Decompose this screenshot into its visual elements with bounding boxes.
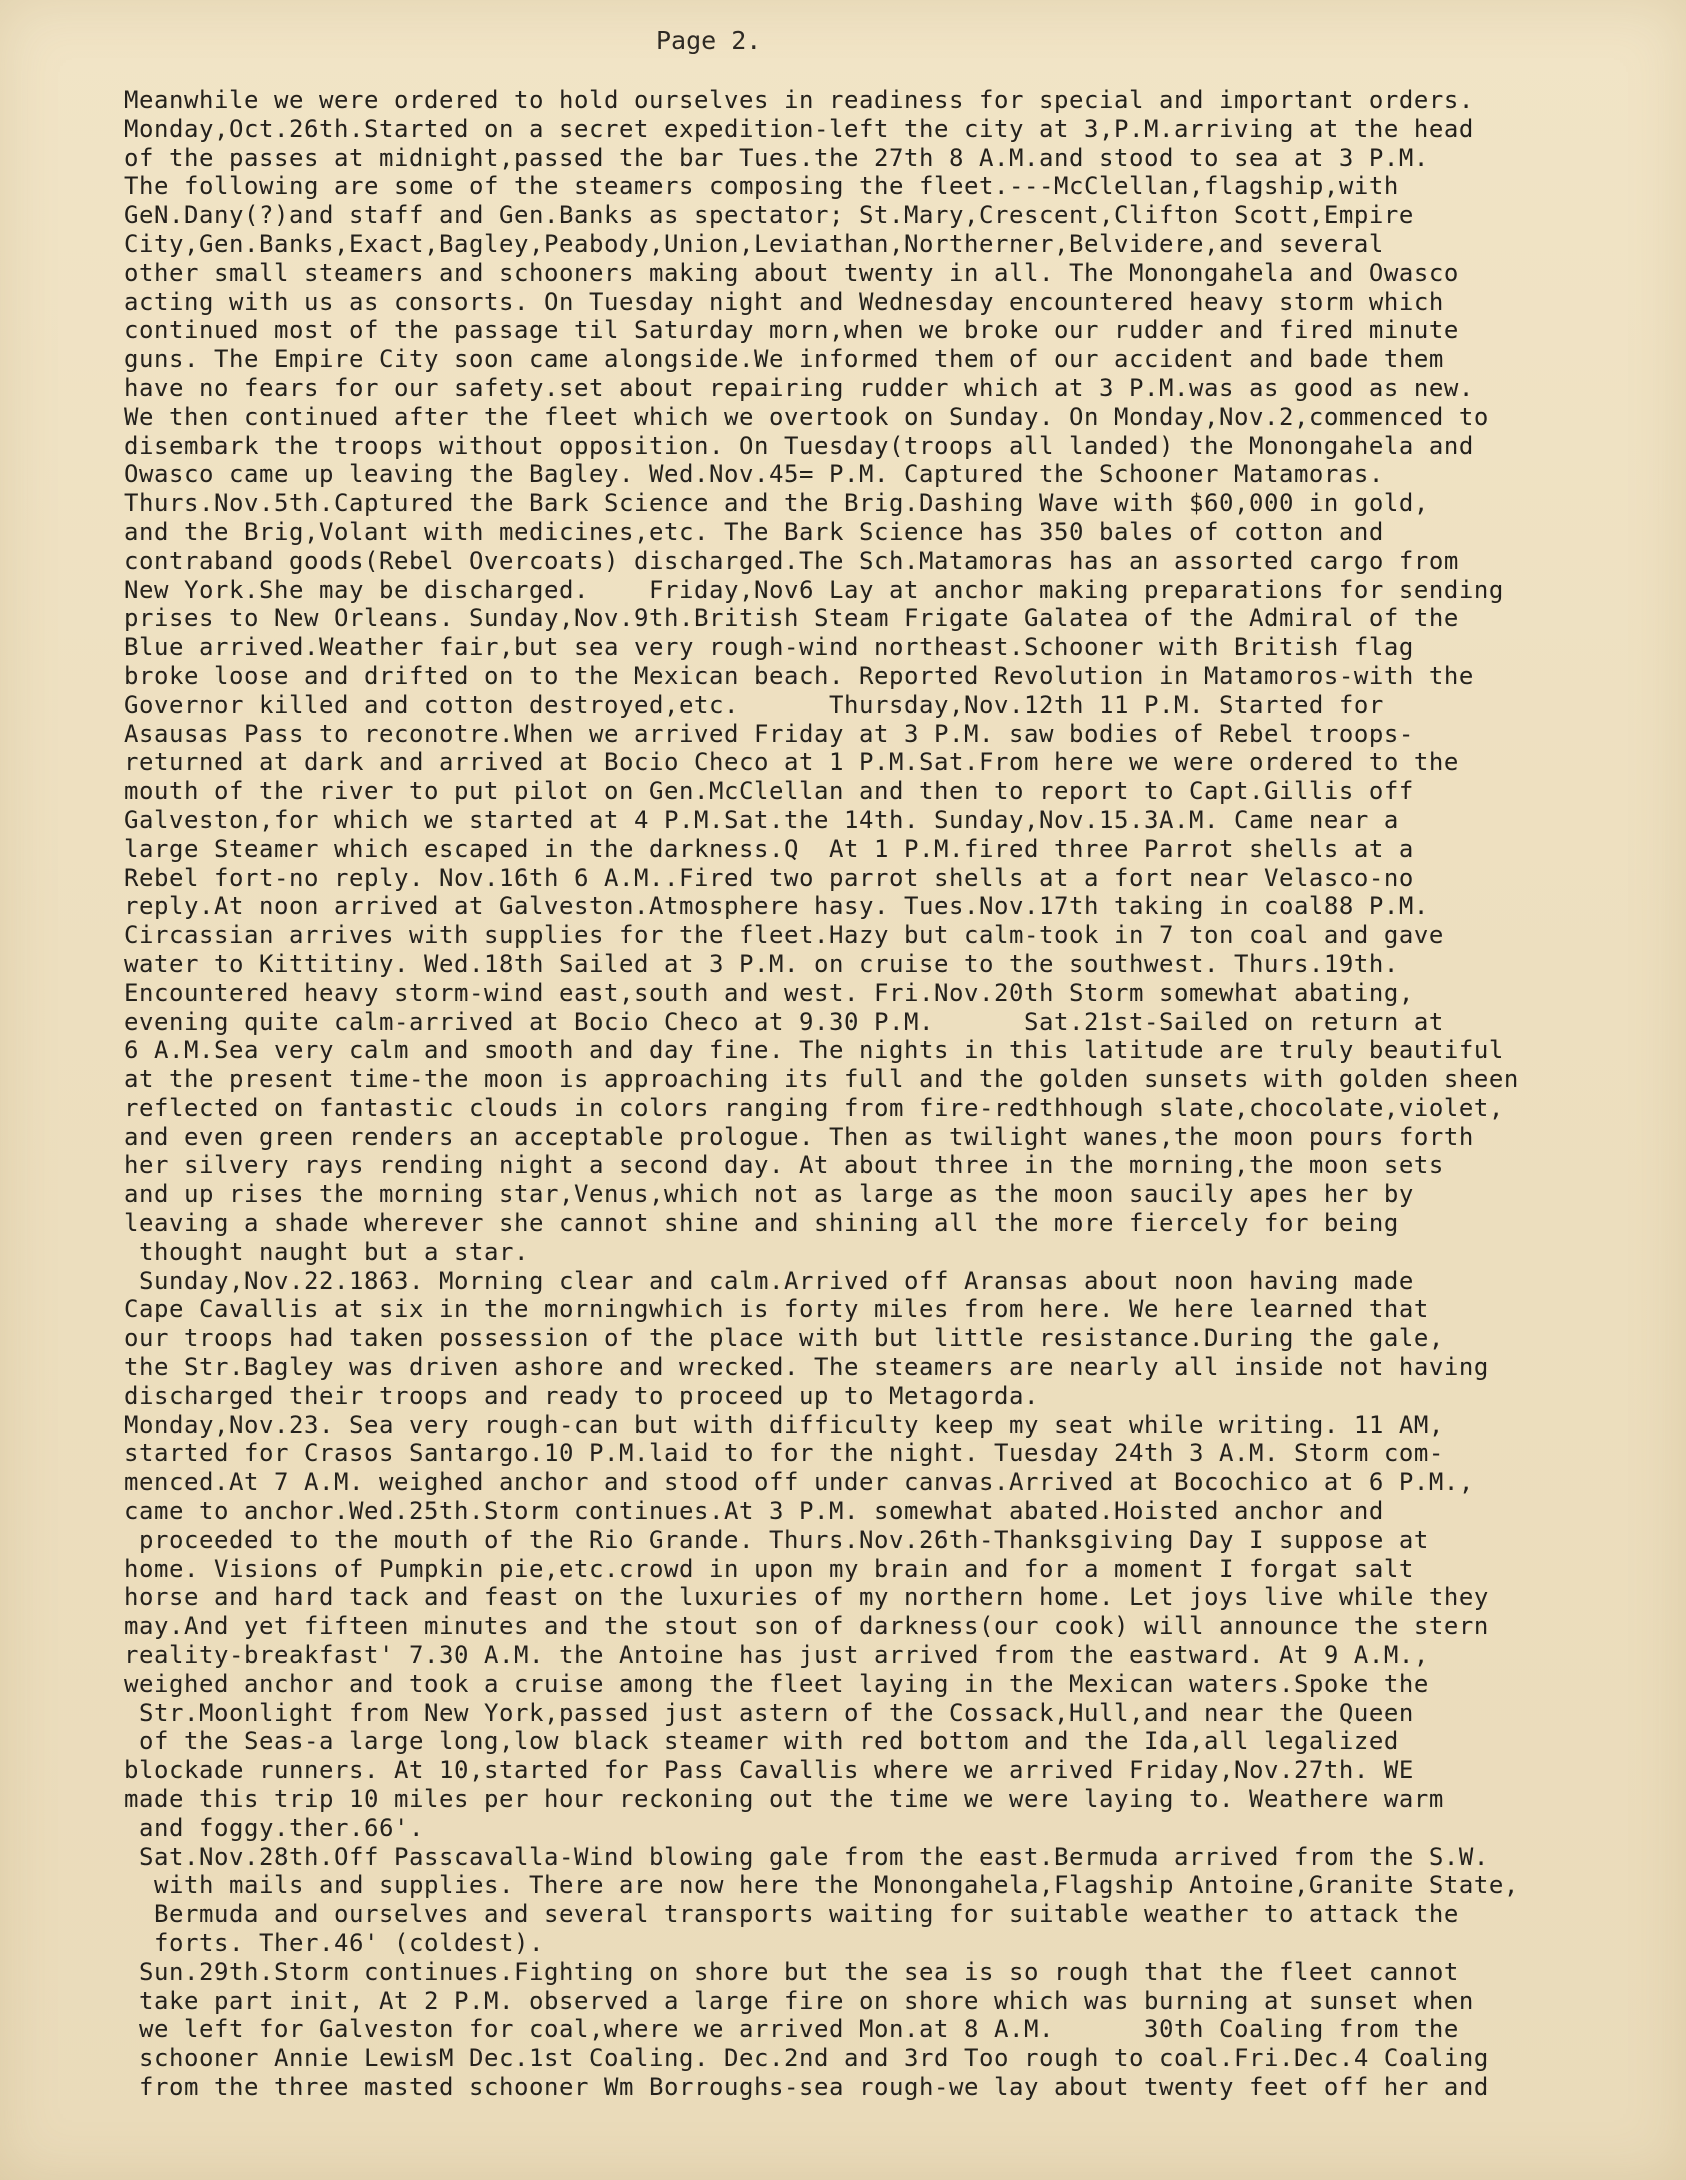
text-line: evening quite calm-arrived at Bocio Checo at 9.30 P.M. Sat.21st-Sailed on return at	[124, 1007, 1444, 1036]
text-line: and the Brig,Volant with medicines,etc. The Bark Science has 350 bales of cotton and	[124, 517, 1384, 546]
text-line: City,Gen.Banks,Exact,Bagley,Peabody,Union,Leviathan,Northerner,Belvidere,and several	[124, 229, 1384, 258]
text-line: We then continued after the fleet which we overtook on Sunday. On Monday,Nov.2,commenced to	[124, 402, 1489, 431]
text-line: and even green renders an acceptable prologue. Then as twilight wanes,the moon pours forth	[124, 1122, 1474, 1151]
text-line: Sunday,Nov.22.1863. Morning clear and calm.Arrived off Aransas about noon having made	[124, 1266, 1414, 1295]
text-line: Thurs.Nov.5th.Captured the Bark Science and the Brig.Dashing Wave with $60,000 in gold,	[124, 489, 1429, 518]
text-line: home. Visions of Pumpkin pie,etc.crowd in upon my brain and for a moment I forgat salt	[124, 1554, 1414, 1583]
document-body	[124, 86, 1670, 2102]
text-line: with mails and supplies. There are now here the Monongahela,Flagship Antoine,Granite State,	[124, 1871, 1519, 1900]
text-line: broke loose and drifted on to the Mexican beach. Reported Revolution in Matamoros-with the	[124, 661, 1474, 690]
text-line: mouth of the river to put pilot on Gen.McClellan and then to report to Capt.Gillis off	[124, 777, 1414, 806]
text-line: Monday,Nov.23. Sea very rough-can but with difficulty keep my seat while writing. 11 AM,	[124, 1410, 1444, 1439]
text-line: weighed anchor and took a cruise among the fleet laying in the Mexican waters.Spoke the	[124, 1669, 1429, 1698]
text-line: started for Crasos Santargo.10 P.M.laid to for the night. Tuesday 24th 3 A.M. Storm com-	[124, 1439, 1444, 1468]
text-line: and foggy.ther.66'.	[124, 1813, 424, 1842]
text-line: menced.At 7 A.M. weighed anchor and stood off under canvas.Arrived at Bocochico at 6 P.M.,	[124, 1468, 1474, 1497]
text-line: blockade runners. At 10,started for Pass Cavallis where we arrived Friday,Nov.27th. WE	[124, 1756, 1414, 1785]
text-line: of the passes at midnight,passed the bar Tues.the 27th 8 A.M.and stood to sea at 3 P.M.	[124, 143, 1429, 172]
text-line: reflected on fantastic clouds in colors ranging from fire-redthhough slate,chocolate,violet,	[124, 1093, 1504, 1122]
text-line: Rebel fort-no reply. Nov.16th 6 A.M..Fired two parrot shells at a fort near Velasco-no	[124, 863, 1414, 892]
text-line: Owasco came up leaving the Bagley. Wed.Nov.45= P.M. Captured the Schooner Matamoras.	[124, 460, 1384, 489]
text-line: New York.She may be discharged. Friday,Nov6 Lay at anchor making preparations for sending	[124, 575, 1504, 604]
text-line: horse and hard tack and feast on the luxuries of my northern home. Let joys live while they	[124, 1583, 1489, 1612]
text-line: we left for Galveston for coal,where we arrived Mon.at 8 A.M. 30th Coaling from the	[124, 2015, 1459, 2044]
text-line: from the three masted schooner Wm Borroughs-sea rough-we lay about twenty feet off her and	[124, 2072, 1489, 2101]
text-line: Sat.Nov.28th.Off Passcavalla-Wind blowing gale from the east.Bermuda arrived from the S.W.	[124, 1842, 1489, 1871]
text-line: have no fears for our safety.set about repairing rudder which at 3 P.M.was as good as new.	[124, 373, 1474, 402]
text-line: take part init, At 2 P.M. observed a large fire on shore which was burning at sunset when	[124, 1986, 1474, 2015]
text-line: Str.Moonlight from New York,passed just astern of the Cossack,Hull,and near the Queen	[124, 1698, 1414, 1727]
text-line: came to anchor.Wed.25th.Storm continues.At 3 P.M. somewhat abated.Hoisted anchor and	[124, 1497, 1384, 1526]
text-line: Monday,Oct.26th.Started on a secret expedition-left the city at 3,P.M.arriving at the head	[124, 114, 1474, 143]
text-line: discharged their troops and ready to proceed up to Metagorda.	[124, 1381, 1039, 1410]
text-line: our troops had taken possession of the place with but little resistance.During the gale,	[124, 1324, 1444, 1353]
text-line: disembark the troops without opposition. On Tuesday(troops all landed) the Monongahela and	[124, 431, 1474, 460]
text-line: of the Seas-a large long,low black steamer with red bottom and the Ida,all legalized	[124, 1727, 1399, 1756]
text-line: guns. The Empire City soon came alongside.We informed them of our accident and bade them	[124, 345, 1444, 374]
text-line: The following are some of the steamers composing the fleet.---McClellan,flagship,with	[124, 172, 1399, 201]
text-line: acting with us as consorts. On Tuesday night and Wednesday encountered heavy storm which	[124, 287, 1444, 316]
page-number-heading: Page 2.	[656, 26, 762, 55]
text-line: her silvery rays rending night a second day. At about three in the morning,the moon sets	[124, 1151, 1444, 1180]
text-line: may.And yet fifteen minutes and the stout son of darkness(our cook) will announce the stern	[124, 1612, 1489, 1641]
text-line: leaving a shade wherever she cannot shine and shining all the more fiercely for being	[124, 1209, 1399, 1238]
text-line: reply.At noon arrived at Galveston.Atmosphere hasy. Tues.Nov.17th taking in coal88 P.M.	[124, 892, 1429, 921]
text-line: proceeded to the mouth of the Rio Grande. Thurs.Nov.26th-Thanksgiving Day I suppose at	[124, 1525, 1429, 1554]
text-line: reality-breakfast' 7.30 A.M. the Antoine has just arrived from the eastward. At 9 A.M.,	[124, 1641, 1429, 1670]
text-line: forts. Ther.46' (coldest).	[124, 1929, 544, 1957]
text-line: Meanwhile we were ordered to hold ourselves in readiness for special and important orders.	[124, 86, 1474, 114]
text-line: Bermuda and ourselves and several transports waiting for suitable weather to attack the	[124, 1900, 1459, 1929]
text-line: Galveston,for which we started at 4 P.M.Sat.the 14th. Sunday,Nov.15.3A.M. Came near a	[124, 805, 1399, 834]
text-line: Asausas Pass to reconotre.When we arrived Friday at 3 P.M. saw bodies of Rebel troops-	[124, 719, 1414, 748]
text-line: other small steamers and schooners making about twenty in all. The Monongahela and Owasco	[124, 258, 1459, 287]
text-line: made this trip 10 miles per hour reckoning out the time we were laying to. Weathere warm	[124, 1785, 1444, 1814]
text-line: returned at dark and arrived at Bocio Checo at 1 P.M.Sat.From here we were ordered to the	[124, 748, 1459, 777]
text-line: Blue arrived.Weather fair,but sea very rough-wind northeast.Schooner with British flag	[124, 633, 1414, 662]
text-line: GeN.Dany(?)and staff and Gen.Banks as spectator; St.Mary,Crescent,Clifton Scott,Empire	[124, 201, 1414, 230]
text-line: and up rises the morning star,Venus,which not as large as the moon saucily apes her by	[124, 1180, 1414, 1209]
text-line: schooner Annie LewisM Dec.1st Coaling. Dec.2nd and 3rd Too rough to coal.Fri.Dec.4 Coaling	[124, 2044, 1489, 2073]
text-line: water to Kittitiny. Wed.18th Sailed at 3 P.M. on cruise to the southwest. Thurs.19th.	[124, 949, 1399, 978]
text-line: Governor killed and cotton destroyed,etc. Thursday,Nov.12th 11 P.M. Started for	[124, 690, 1384, 719]
text-line: Cape Cavallis at six in the morningwhich is forty miles from here. We here learned that	[124, 1295, 1429, 1324]
text-line: large Steamer which escaped in the darkness.Q At 1 P.M.fired three Parrot shells at a	[124, 834, 1414, 863]
text-line: continued most of the passage til Saturday morn,when we broke our rudder and fired minute	[124, 316, 1459, 345]
text-line: Circassian arrives with supplies for the fleet.Hazy but calm-took in 7 ton coal and gave	[124, 921, 1444, 950]
text-line: Sun.29th.Storm continues.Fighting on shore but the sea is so rough that the fleet cannot	[124, 1957, 1459, 1986]
text-line: 6 A.M.Sea very calm and smooth and day fine. The nights in this latitude are truly beautiful	[124, 1036, 1504, 1065]
text-line: Encountered heavy storm-wind east,south and west. Fri.Nov.20th Storm somewhat abating,	[124, 978, 1414, 1007]
text-line: at the present time-the moon is approaching its full and the golden sunsets with golden sheen	[124, 1065, 1519, 1094]
text-line: thought naught but a star.	[124, 1237, 529, 1266]
text-line: the Str.Bagley was driven ashore and wrecked. The steamers are nearly all inside not having	[124, 1353, 1489, 1382]
text-line: prises to New Orleans. Sunday,Nov.9th.British Steam Frigate Galatea of the Admiral of the	[124, 604, 1459, 633]
text-line: contraband goods(Rebel Overcoats) discharged.The Sch.Matamoras has an assorted cargo from	[124, 546, 1459, 575]
